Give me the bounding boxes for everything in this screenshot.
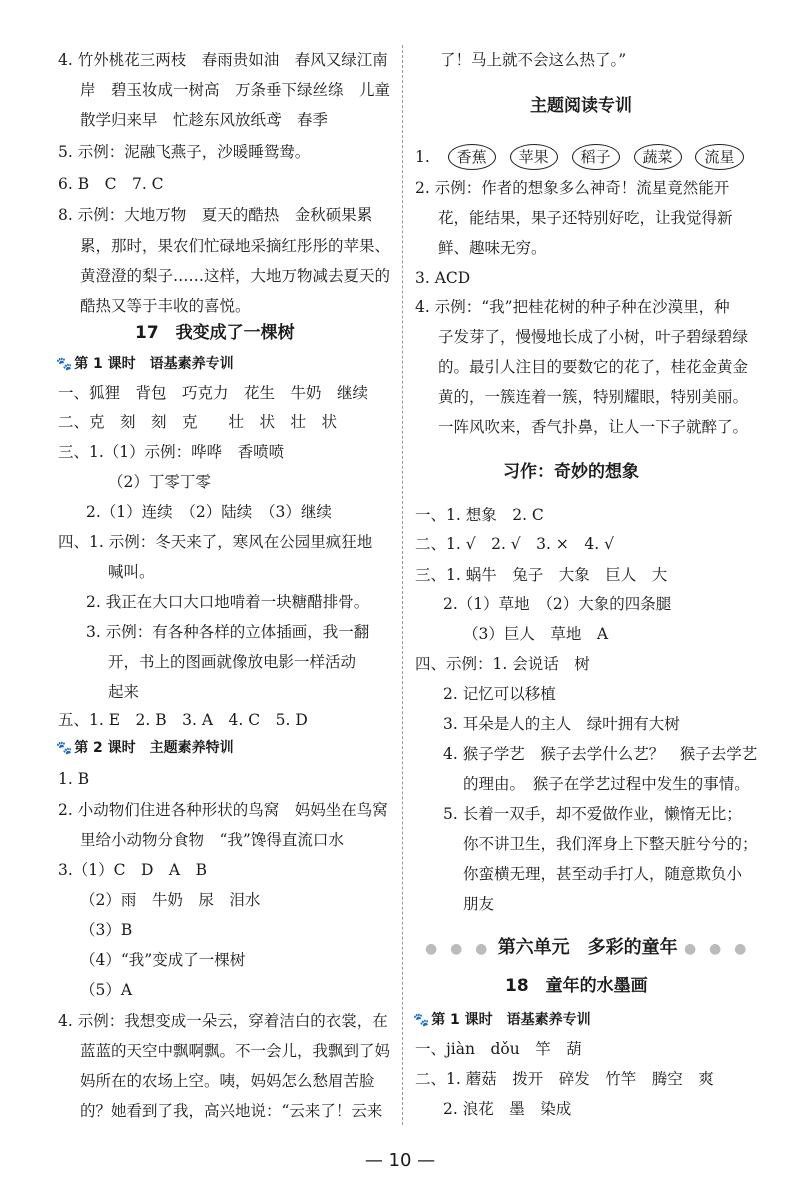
answer-4-line-3: 散学归来早 忙趁东风放纸鸢 春季 [80, 111, 329, 129]
s2-line-12: 的？她看到了我，高兴地说：“云来了！云来 [80, 1102, 383, 1120]
q3: 3. ACD [415, 269, 471, 287]
s1-line-4: （2）丁零丁零 [108, 473, 211, 491]
w-line-9: 4. 猴子学艺 猴子去学什么艺？ 猴子去学艺 [443, 745, 758, 763]
answer-4-line-2: 岸 碧玉妆成一树高 万条垂下绿丝绦 儿童 [80, 81, 391, 99]
u-line-3: 2. 浪花 墨 染成 [443, 1100, 572, 1118]
s1-line-12: 五、1. E 2. B 3. A 4. C 5. D [58, 711, 308, 729]
section-3-heading: 🐾 第 1 课时 语基素养专训 [413, 1012, 591, 1028]
w-line-13: 你蛮横无理，甚至动手打人，随意欺负小 [463, 865, 743, 883]
paw-icon: 🐾 [56, 741, 73, 756]
w-line-12: 你不讲卫生，我们浑身上下整天脏兮兮的； [463, 835, 758, 853]
s1-line-3: 三、1.（1）示例：哗哗 香喷喷 [58, 443, 285, 461]
oval-word-1: 香蕉 [448, 144, 496, 170]
w-line-2: 二、1. √ 2. √ 3. × 4. √ [415, 535, 614, 553]
s1-line-7: 喊叫。 [108, 563, 155, 581]
page-number: — 10 — [364, 1150, 436, 1171]
s2-line-10: 蓝蓝的天空中飘啊飘。不一会儿，我飘到了妈 [80, 1042, 391, 1060]
oval-word-2: 苹果 [510, 144, 558, 170]
q2-line-2: 花，能结果，果子还特别好吃，让我觉得新 [438, 209, 733, 227]
q4-line-2: 子发芽了，慢慢地长成了小树，叶子碧绿碧绿 [438, 328, 749, 346]
s2-line-9: 4. 示例：我想变成一朵云，穿着洁白的衣裳，在 [58, 1012, 388, 1030]
answer-4-line-1: 4. 竹外桃花三两枝 春雨贵如油 春风又绿江南 [58, 51, 388, 69]
s1-line-11: 起来 [108, 683, 140, 701]
u-line-2: 二、1. 蘑菇 拨开 碎发 竹竿 腾空 爽 [415, 1070, 714, 1088]
unit-banner [425, 933, 750, 959]
lesson-18-title: 18 童年的水墨画 [505, 976, 648, 996]
reading-section-title: 主题阅读专训 [530, 96, 632, 116]
q4-line-4: 黄的，一簇连着一簇，特别耀眼，特别美丽。 [438, 388, 749, 406]
q1-number: 1. [415, 148, 430, 166]
lesson-17-title: 17 我变成了一棵树 [135, 323, 295, 343]
q4-line-3: 的。最引人注目的要数它的花了，桂花金黄金 [438, 358, 749, 376]
q2-line-1: 2. 示例：作者的想象多么神奇！流星竟然能开 [415, 179, 730, 197]
s2-line-2: 2. 小动物们住进各种形状的鸟窝 妈妈坐在鸟窝 [58, 801, 388, 819]
u-line-1: 一、jiàn dǒu 竿 葫 [415, 1040, 582, 1058]
r-line-1: 了！马上就不会这么热了。” [440, 51, 627, 69]
q1-row [415, 144, 753, 170]
q2-line-3: 鲜、趣味无穷。 [438, 239, 547, 257]
oval-word-3: 稻子 [572, 144, 620, 170]
s1-line-5: 2.（1）连续 （2）陆续 （3）继续 [86, 503, 332, 521]
writing-section-title: 习作：奇妙的想象 [503, 462, 639, 482]
w-line-8: 3. 耳朵是人的主人 绿叶拥有大树 [443, 715, 680, 733]
s1-line-10: 开，书上的图画就像放电影一样活动 [108, 653, 357, 671]
s2-line-8: （5）A [80, 981, 133, 999]
w-line-6: 四、示例：1. 会说话 树 [415, 655, 590, 673]
s1-line-6: 四、1. 示例：冬天来了，寒风在公园里疯狂地 [58, 533, 373, 551]
s1-line-8: 2. 我正在大口大口地啃着一块糖醋排骨。 [86, 593, 370, 611]
oval-word-5: 流星 [695, 144, 743, 170]
s1-line-9: 3. 示例：有各种各样的立体插画，我一翻 [86, 623, 370, 641]
answer-8-line-4: 酷热又等于丰收的喜悦。 [80, 297, 251, 315]
w-line-10: 的理由。 猴子在学艺过程中发生的事情。 [463, 775, 750, 793]
answer-6-7: 6. B C 7. C [58, 175, 164, 193]
s1-line-1: 一、狐狸 背包 巧克力 花生 牛奶 继续 [58, 384, 369, 402]
w-line-14: 朋友 [463, 895, 495, 913]
paw-icon: 🐾 [413, 1013, 430, 1028]
decorative-dots-left: ● ● ● [425, 941, 492, 957]
s2-line-6: （3）B [80, 921, 133, 939]
q4-line-1: 4. 示例：“我”把桂花树的种子种在沙漠里，种 [415, 298, 730, 316]
q4-line-5: 一阵风吹来，香气扑鼻，让人一下子就醉了。 [438, 418, 749, 436]
decorative-dots-right: ● ● ● [683, 941, 751, 957]
w-line-1: 一、1. 想象 2. C [415, 506, 544, 524]
s2-line-5: （2）雨 牛奶 尿 泪水 [80, 891, 261, 909]
paw-icon: 🐾 [56, 357, 73, 372]
w-line-11: 5. 长着一双手，却不爱做作业，懒惰无比； [443, 805, 742, 823]
answer-5: 5. 示例：泥融飞燕子，沙暖睡鸳鸯。 [58, 143, 311, 161]
column-divider [402, 45, 403, 1125]
w-line-5: （3）巨人 草地 A [463, 625, 609, 643]
answer-8-line-1: 8. 示例：大地万物 夏天的酷热 金秋硕果累 [58, 206, 373, 224]
section-1-heading: 🐾 第 1 课时 语基素养专训 [56, 356, 234, 372]
answer-8-line-3: 黄澄澄的梨子……这样，大地万物减去夏天的 [80, 267, 391, 285]
oval-word-4: 蔬菜 [634, 144, 682, 170]
s2-line-1: 1. B [58, 770, 90, 788]
unit-title: 第六单元 多彩的童年 [497, 937, 678, 958]
section-2-heading: 🐾 第 2 课时 主题素养特训 [56, 740, 234, 756]
answer-8-line-2: 累，那时，果农们忙碌地采摘红彤彤的苹果、 [80, 237, 391, 255]
w-line-3: 三、1. 蜗牛 兔子 大象 巨人 大 [415, 566, 668, 584]
w-line-4: 2.（1）草地 （2）大象的四条腿 [443, 595, 672, 613]
s2-line-3: 里给小动物分食物 “我”馋得直流口水 [80, 831, 344, 849]
s1-line-2: 二、克 刻 刻 克 壮 状 壮 状 [58, 413, 338, 431]
s2-line-7: （4）“我”变成了一棵树 [80, 951, 246, 969]
s2-line-4: 3.（1）C D A B [58, 861, 208, 879]
s2-line-11: 妈所在的农场上空。咦，妈妈怎么愁眉苦脸 [80, 1072, 375, 1090]
w-line-7: 2. 记忆可以移植 [443, 685, 556, 703]
